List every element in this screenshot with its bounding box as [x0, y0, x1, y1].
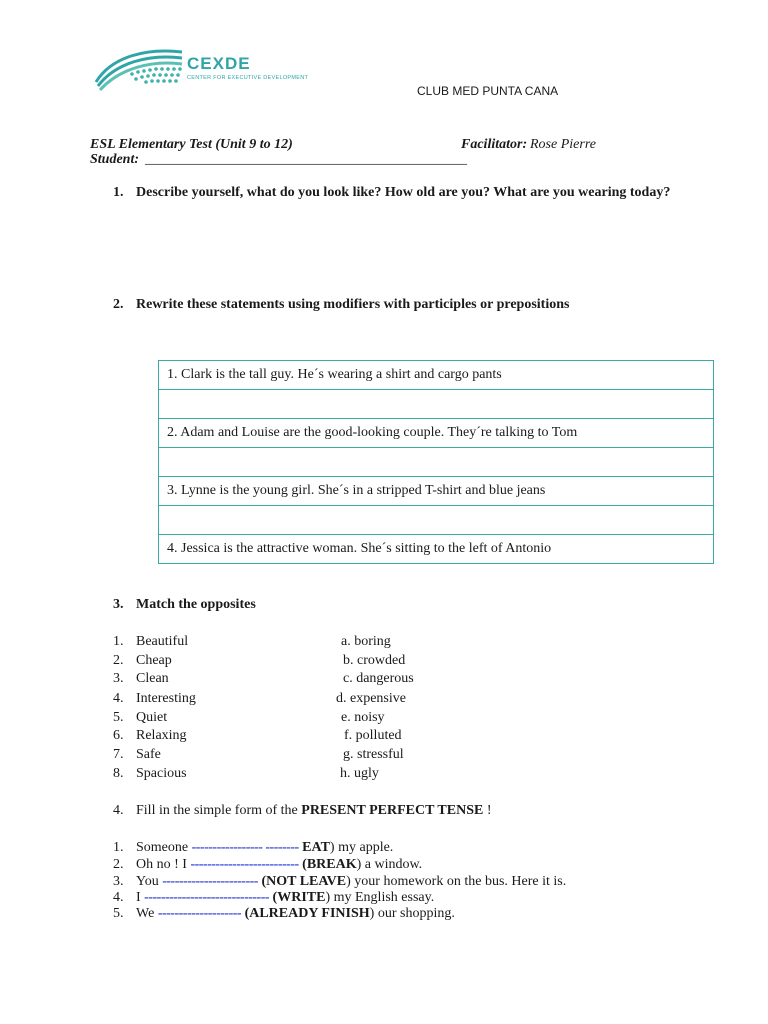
statements-table — [158, 360, 714, 564]
match-right-word: g. stressful — [343, 747, 404, 762]
match-right-word: e. noisy — [341, 710, 385, 725]
fill-item — [136, 906, 455, 922]
fill-item-number: 1. — [113, 840, 124, 855]
match-left-word: Safe — [136, 747, 161, 762]
fill-item-subject: You — [136, 874, 163, 889]
fill-item-number: 5. — [113, 906, 124, 921]
fill-verb: (WRITE — [269, 890, 326, 905]
match-left-word: Cheap — [136, 653, 172, 668]
question-2 — [0, 297, 768, 317]
match-left-number: 4. — [113, 691, 124, 706]
fill-item-end: ) my apple. — [329, 840, 394, 855]
match-right-word: f. polluted — [344, 728, 402, 743]
fill-item — [136, 840, 393, 856]
question-number: 4. — [113, 803, 124, 818]
match-left-number: 8. — [113, 766, 124, 781]
logo-subtitle: CENTER FOR EXECUTIVE DEVELOPMENT — [187, 75, 309, 81]
question-text: Describe yourself, what do you look like? How old are you? What are you wearing today? — [136, 185, 671, 200]
fill-item-number: 2. — [113, 857, 124, 872]
match-left-number: 7. — [113, 747, 124, 762]
fill-item-end: ) my English essay. — [325, 890, 435, 905]
question-number: 2. — [113, 297, 124, 312]
logo-swoosh-icon — [92, 44, 187, 94]
fill-blank[interactable]: ----------------------- — [162, 874, 258, 889]
fill-item — [136, 890, 434, 906]
match-left-number: 3. — [113, 671, 124, 686]
fill-item-subject: We — [136, 906, 158, 921]
match-left-number: 1. — [113, 634, 124, 649]
question-number: 3. — [113, 597, 124, 612]
facilitator-label: Facilitator: — [461, 137, 528, 152]
fill-item — [136, 857, 422, 873]
fill-verb: (BREAK — [298, 857, 357, 872]
test-title: ESL Elementary Test (Unit 9 to 12) — [90, 137, 293, 152]
student-label: Student: — [90, 152, 140, 167]
facilitator-name: Rose Pierre — [530, 137, 596, 152]
fill-item-end: ) our shopping. — [369, 906, 455, 921]
statement-row: 1. Clark is the tall guy. He´s wearing a shirt and cargo pants — [159, 361, 714, 390]
fill-item-subject: Someone — [136, 840, 192, 855]
fill-item-subject: Oh no ! I — [136, 857, 191, 872]
fill-item-number: 3. — [113, 874, 124, 889]
question-text — [136, 803, 492, 819]
question-text: Rewrite these statements using modifiers with participles or prepositions — [136, 297, 570, 312]
fill-blank[interactable]: ----------------- -------- — [191, 840, 299, 855]
student-name-line[interactable]: ______________________________________________ — [145, 152, 467, 167]
fill-blank[interactable]: -------------------- — [157, 906, 242, 921]
statement-row: 2. Adam and Louise are the good-looking couple. They´re talking to Tom — [159, 419, 714, 448]
question-number: 1. — [113, 185, 124, 200]
match-left-number: 2. — [113, 653, 124, 668]
match-right-word: a. boring — [341, 634, 391, 649]
question-text: Match the opposites — [136, 597, 256, 612]
match-left-word: Interesting — [136, 691, 196, 706]
match-left-word: Beautiful — [136, 634, 189, 649]
question-3 — [0, 597, 768, 617]
question-text-tense: PRESENT PERFECT TENSE — [301, 803, 484, 818]
statement-row: 3. Lynne is the young girl. She´s in a stripped T-shirt and blue jeans — [159, 477, 714, 506]
answer-row[interactable] — [159, 506, 714, 535]
answer-row[interactable] — [159, 390, 714, 419]
fill-item-number: 4. — [113, 890, 124, 905]
fill-verb: (ALREADY FINISH — [241, 906, 370, 921]
question-text-end: ! — [483, 803, 492, 818]
match-left-word: Relaxing — [136, 728, 187, 743]
match-left-word: Spacious — [136, 766, 187, 781]
fill-item — [136, 874, 566, 890]
match-right-word: d. expensive — [336, 691, 406, 706]
statement-row: 4. Jessica is the attractive woman. She´s sitting to the left of Antonio — [159, 535, 714, 564]
cexde-logo — [92, 44, 332, 94]
fill-verb: (NOT LEAVE — [257, 874, 347, 889]
match-left-word: Clean — [136, 671, 169, 686]
match-right-word: c. dangerous — [343, 671, 414, 686]
match-left-number: 5. — [113, 710, 124, 725]
question-text-intro: Fill in the simple form of the — [136, 803, 302, 818]
question-4 — [0, 803, 768, 823]
club-title: CLUB MED PUNTA CANA — [417, 84, 559, 98]
fill-item-end: ) a window. — [356, 857, 423, 872]
fill-verb: EAT — [298, 840, 330, 855]
fill-item-end: ) your homework on the bus. Here it is. — [346, 874, 567, 889]
answer-row[interactable] — [159, 448, 714, 477]
match-right-word: h. ugly — [340, 766, 379, 781]
fill-blank[interactable]: -------------------------- — [190, 857, 299, 872]
fill-blank[interactable]: ------------------------------ — [144, 890, 270, 905]
logo-name: CEXDE — [187, 54, 251, 73]
match-right-word: b. crowded — [343, 653, 406, 668]
match-left-number: 6. — [113, 728, 124, 743]
match-left-word: Quiet — [136, 710, 168, 725]
question-1 — [0, 185, 768, 205]
fill-item-subject: I — [136, 890, 145, 905]
